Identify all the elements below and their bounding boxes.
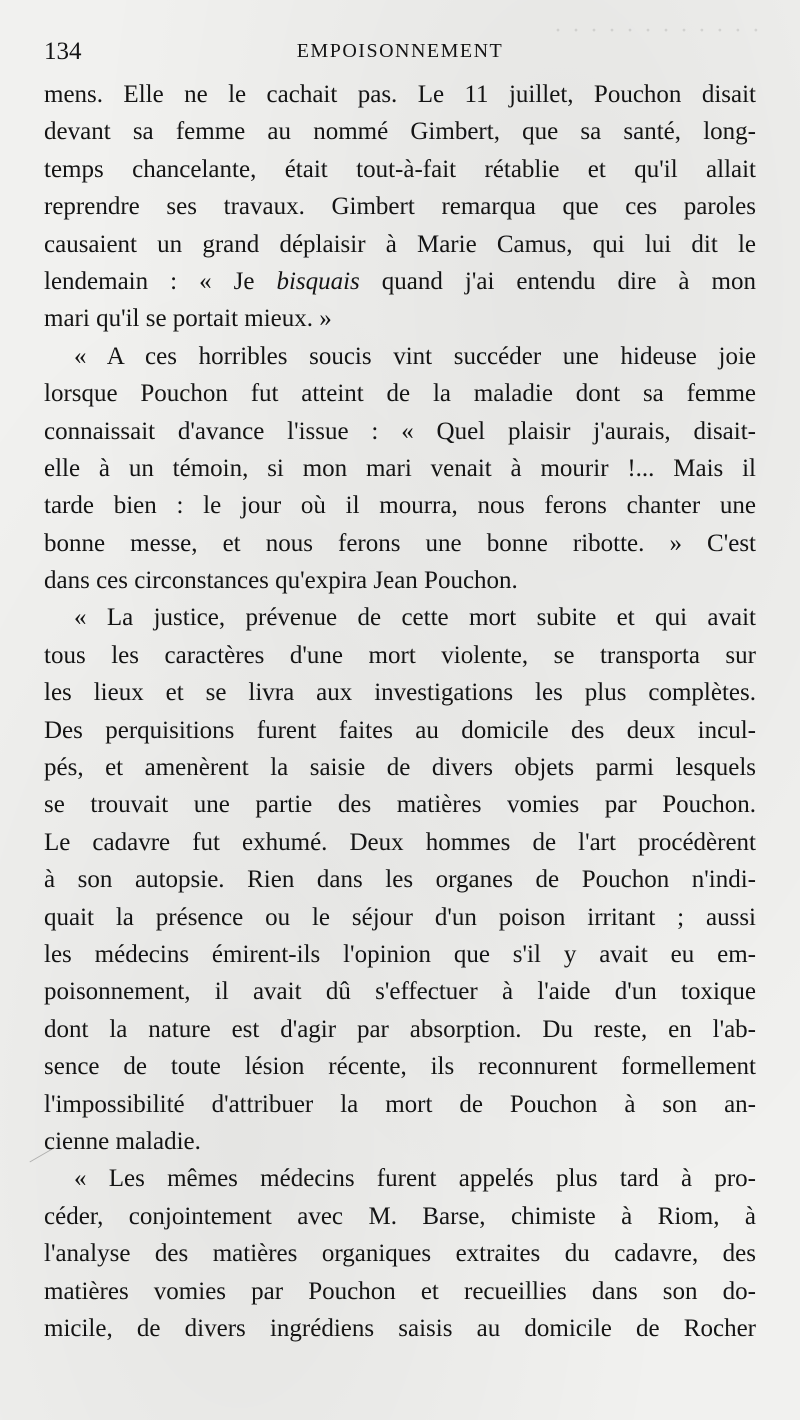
- bleed-through-text: · · · · · · · · · · · ·: [552, 18, 760, 44]
- text-line: devant sa femme au nommé Gimbert, que sa santé, long-: [44, 118, 756, 146]
- text-line: micile, de divers ingrédiens saisis au domicile de Rocher: [44, 1314, 756, 1342]
- running-title: EMPOISONNEMENT: [296, 40, 504, 62]
- text-line: reprendre ses travaux. Gimbert remarqua que ces paroles: [44, 193, 756, 221]
- text-line: dont la nature est d'agir par absorption. Du reste, en l'ab-: [44, 1015, 756, 1043]
- paragraph-start-line: « La justice, prévenue de cette mort subite et qui avait: [74, 604, 756, 632]
- text-line: lorsque Pouchon fut atteint de la maladie dont sa femme: [44, 380, 756, 408]
- italic-word: bisquais: [276, 267, 360, 295]
- text-line: mari qu'il se portait mieux. »: [44, 305, 332, 333]
- text-line: bonne messe, et nous ferons une bonne ribotte. » C'est: [44, 529, 756, 557]
- text-line: tous les caractères d'une mort violente, se transporta sur: [44, 641, 756, 669]
- text-line-end: quand j'ai entendu dire à mon: [359, 267, 756, 295]
- text-line: [44, 263, 756, 300]
- text-line: cienne maladie.: [44, 1127, 201, 1155]
- text-line: l'impossibilité d'attribuer la mort de Pouchon à son an-: [44, 1090, 756, 1118]
- text-line: elle à un témoin, si mon mari venait à mourir !... Mais il: [44, 454, 756, 482]
- text-line: Des perquisitions furent faites au domicile des deux incul-: [44, 716, 756, 744]
- text-line: à son autopsie. Rien dans les organes de Pouchon n'indi-: [44, 866, 756, 894]
- body-text: [44, 76, 756, 1347]
- text-line-start: lendemain : « Je: [44, 267, 277, 295]
- paragraph-start-line: « Les mêmes médecins furent appelés plus tard à pro-: [74, 1165, 756, 1193]
- text-line: tarde bien : le jour où il mourra, nous ferons chanter une: [44, 492, 756, 520]
- text-line: pés, et amenèrent la saisie de divers objets parmi lesquels: [44, 754, 756, 782]
- text-line: les médecins émirent-ils l'opinion que s'il y avait eu em-: [44, 940, 756, 968]
- text-line: dans ces circonstances qu'expira Jean Pouchon.: [44, 567, 518, 595]
- text-line: poisonnement, il avait dû s'effectuer à l'aide d'un toxique: [44, 978, 756, 1006]
- text-line: connaissait d'avance l'issue : « Quel plaisir j'aurais, disait-: [44, 417, 756, 445]
- paragraph-start-line: « A ces horribles soucis vint succéder une hideuse joie: [74, 342, 756, 370]
- text-line: céder, conjointement avec M. Barse, chimiste à Riom, à: [44, 1202, 756, 1230]
- text-line: sence de toute lésion récente, ils reconnurent formellement: [44, 1053, 756, 1081]
- page-number: 134: [44, 38, 82, 65]
- text-line: Le cadavre fut exhumé. Deux hommes de l'art procédèrent: [44, 828, 756, 856]
- text-line: mens. Elle ne le cachait pas. Le 11 juillet, Pouchon disait: [44, 81, 756, 108]
- text-line: matières vomies par Pouchon et recueillies dans son do-: [44, 1277, 756, 1305]
- text-line: causaient un grand déplaisir à Marie Camus, qui lui dit le: [44, 230, 756, 258]
- text-line: les lieux et se livra aux investigations les plus complètes.: [44, 679, 756, 707]
- text-line: quait la présence ou le séjour d'un poison irritant ; aussi: [44, 903, 756, 931]
- text-line: l'analyse des matières organiques extraites du cadavre, des: [44, 1240, 756, 1268]
- text-line: se trouvait une partie des matières vomies par Pouchon.: [44, 791, 756, 819]
- page-header: [44, 38, 756, 70]
- text-line: temps chancelante, était tout-à-fait rétablie et qu'il allait: [44, 155, 756, 183]
